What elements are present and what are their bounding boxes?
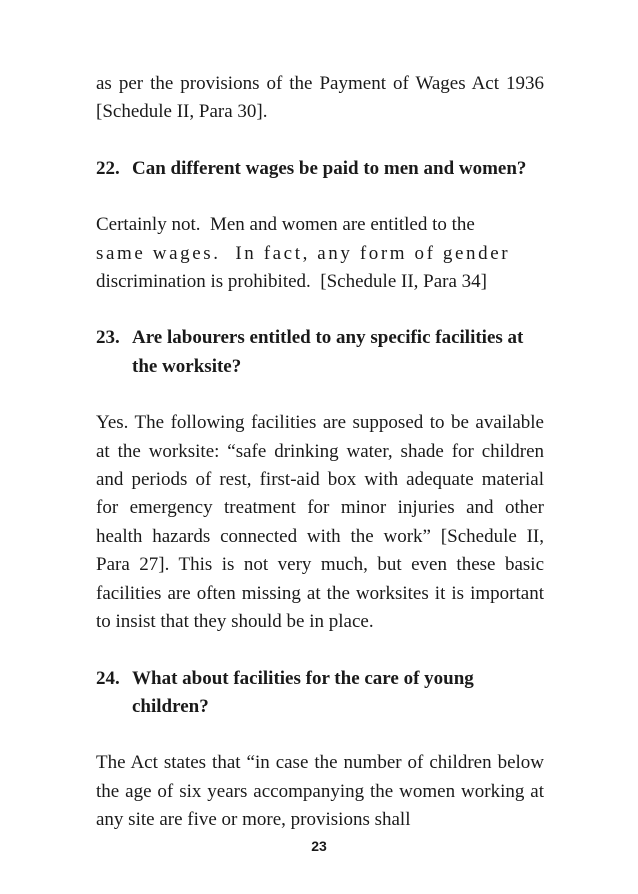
- answer-23: Yes. The following facilities are supposed to be available at the worksite: “safe drinking water, shade for children and periods of rest, first-aid box with adequate material for emergency treatment for minor injuries and other health hazards connected with the work” [Schedule II, Para 27]. This is not very much, but even these basic facilities are often missing at the worksites it is important to insist that they should be in place.: [96, 412, 544, 633]
- question-text: What about facilities for the care of young children?: [132, 667, 474, 717]
- spacer: [96, 296, 544, 324]
- answer-22-line-3: discrimination is prohibited. [Schedule II, Para 34]: [96, 271, 487, 293]
- spacer: [96, 637, 544, 665]
- spacer: [96, 183, 544, 211]
- question-text: Are labourers entitled to any specific facilities at the worksite?: [132, 327, 524, 377]
- page-number: 23: [311, 838, 327, 854]
- question-23: [96, 324, 544, 381]
- question-22: [96, 155, 544, 183]
- spacer: [96, 721, 544, 749]
- spacer: [96, 127, 544, 155]
- question-number: 24.: [96, 667, 120, 689]
- answer-22-line-2: same wages. In fact, any form of gender: [96, 242, 511, 264]
- question-number: 23.: [96, 327, 120, 349]
- spacer: [96, 381, 544, 409]
- answer-22-line-1: Certainly not. Men and women are entitled to the: [96, 214, 475, 236]
- answer-22: [96, 211, 544, 296]
- answer-24: The Act states that “in case the number of children below the age of six years accompanying the women working at any site are five or more, provisions shall: [96, 752, 544, 831]
- question-text: Can different wages be paid to men and women?: [132, 157, 527, 179]
- question-number: 22.: [96, 157, 120, 179]
- page-body: [96, 70, 544, 835]
- question-24: [96, 665, 544, 722]
- paragraph-continuation: as per the provisions of the Payment of Wages Act 1936 [Schedule II, Para 30].: [96, 73, 544, 123]
